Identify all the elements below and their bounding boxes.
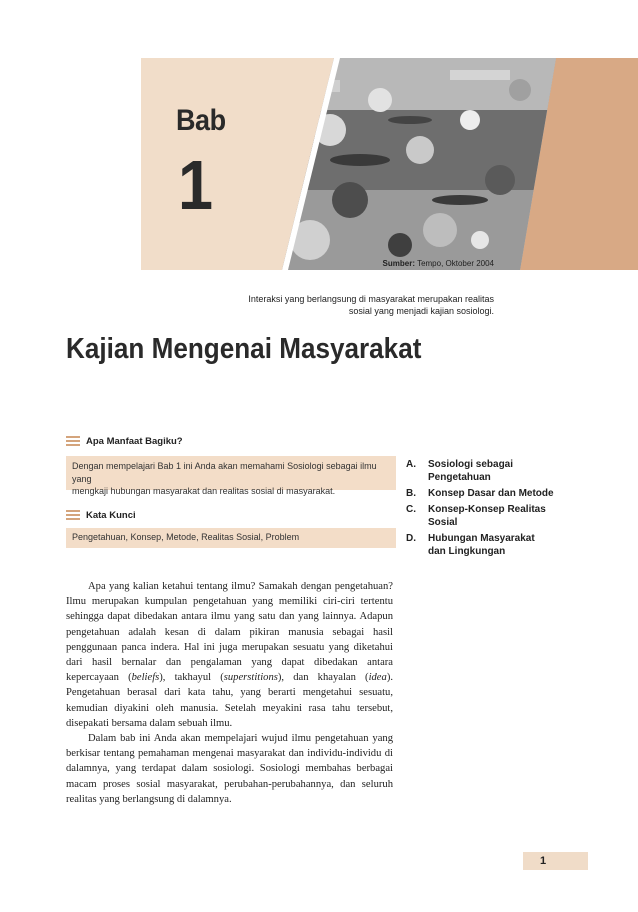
manfaat-heading-text: Apa Manfaat Bagiku? [86,436,183,447]
manfaat-text: mengkaji hubungan masyarakat dan realitas sosial di masyarakat. [72,486,336,496]
photo-caption [234,293,494,317]
chapter-title: Kajian Mengenai Masyarakat [66,333,422,365]
kata-kunci-text: Pengetahuan, Konsep, Metode, Realitas Sosial, Problem [72,532,300,542]
body-text [66,579,393,807]
paragraph: Dalam bab ini Anda akan mempelajari wujud ilmu pengetahuan yang berkisar tentang pemahaman mengenai masyarakat dan individu-individu di dalamnya, yang terdapat dalam sosiologi. Sosiologi membahas berbagai macam proses sosial masyarakat, perubahan-perubahannya, dan seluruh realitas yang berlangsung di dalamnya. [66,733,393,805]
manfaat-heading [66,436,183,447]
paragraph: Apa yang kalian ketahui tentang ilmu? Samakah dengan pengetahuan? Ilmu merupakan kumpulan pengetahuan yang memiliki ciri-ciri tertentu sehingga dapat dibedakan antara ilmu yang satu dan yang lainnya. Adapun pengetahuan adalah kesan di dalam pikiran manusia sebagai hasil penggunaan panca indera. Hal ini juga merupakan sesuatu yang diketahui dari hasil bernalar dan pengalaman yang dapat dibedakan antara kepercayaan (beliefs), takhayul (superstitions), dan khayalan (idea). Pengetahuan berasal dari kata tahu, yang berarti mengetahui sesuatu, kemudian diyakini oleh manusia. Setelah meyakini rasa tahu tersebut, disepakati bersama dalam sebuah ilmu. [66,581,393,729]
page-number-bar [523,852,588,870]
source-label: Sumber: [382,259,415,268]
manfaat-box [66,456,396,496]
kata-kunci-heading-text: Kata Kunci [86,510,136,521]
kata-kunci-heading [66,510,136,521]
outline-item: A. Sosiologi sebagai Pengetahuan [406,459,514,483]
source-text: Tempo, Oktober 2004 [414,259,494,268]
page-number: 1 [540,855,547,867]
chapter-label: Bab [176,104,226,137]
list-lines-icon [66,510,80,521]
list-lines-icon [66,436,80,447]
caption-line: sosial yang menjadi kajian sosiologi. [348,306,494,316]
chapter-number: 1 [178,146,214,224]
photo-source [383,259,494,268]
caption-line: Interaksi yang berlangsung di masyarakat merupakan realitas [248,294,494,304]
outline-item: C. Konsep-Konsep Realitas Sosial [406,504,546,528]
outline-item: B. Konsep Dasar dan Metode [406,488,554,499]
chapter-outline [406,458,596,561]
outline-item: D. Hubungan Masyarakat dan Lingkungan [406,533,535,557]
manfaat-text: Dengan mempelajari Bab 1 ini Anda akan memahami Sosiologi sebagai ilmu yang [72,461,377,484]
kata-kunci-box [66,528,396,548]
chapter-banner [0,0,638,280]
